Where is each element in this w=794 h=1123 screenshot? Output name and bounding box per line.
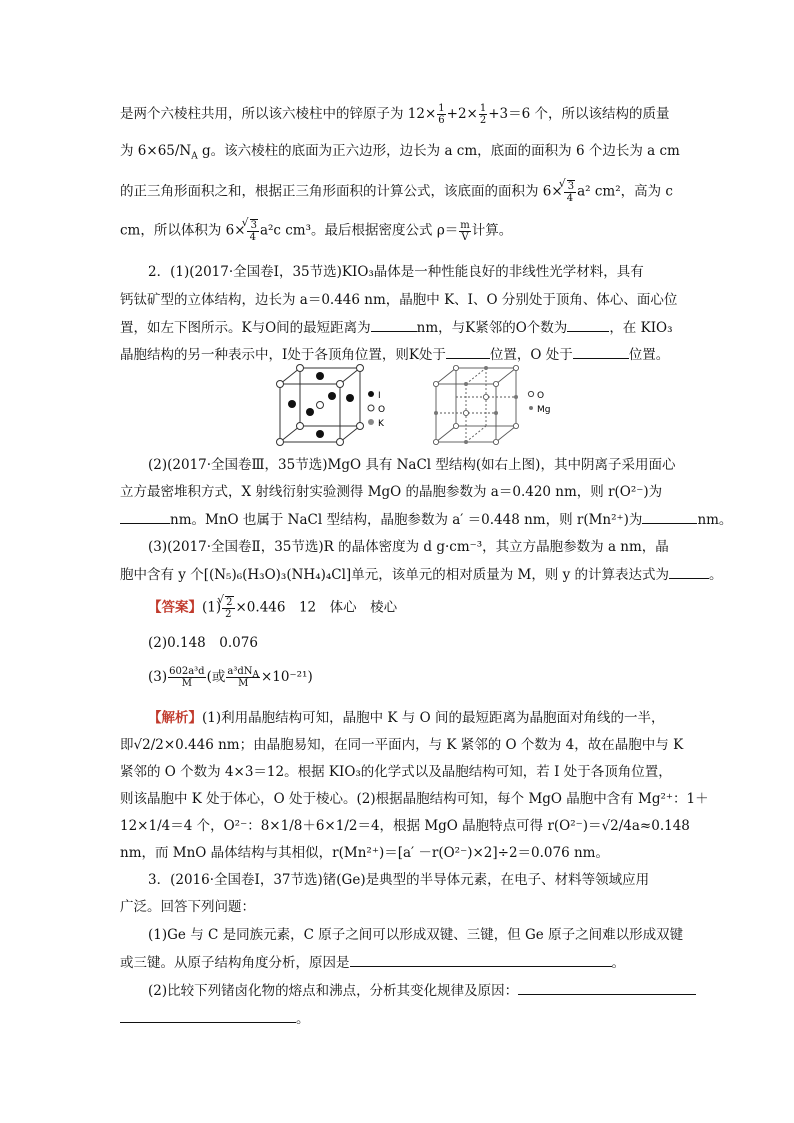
- q2-part3-line1: (3)(2017·全国卷Ⅱ，35节选)R 的晶体密度为 d g·cm⁻³，其立方晶胞参数为 a nm，晶: [148, 539, 669, 555]
- q3-line4: 或三键。从原子结构角度分析，原因是 。: [120, 952, 625, 973]
- q2-part3-line2: 胞中含有 y 个[(N₅)₆(H₃O)₃(NH₄)₄Cl]单元，该单元的相对质量为 M，则 y 的计算表达式为 。: [120, 564, 723, 585]
- text-line: 为 $6\times 65/N_A$ g。该六棱柱的底面为正六边形，边长为 a cm，底面的面积为 6 个边长为 a cm: [120, 143, 680, 162]
- q3-line6: 。: [120, 1008, 310, 1029]
- legend-label: K: [378, 419, 384, 429]
- analysis-line1: 【解析】(1)利用晶胞结构可知，晶胞中 K 与 O 间的最短距离为晶胞面对角线的一半，: [148, 710, 665, 726]
- q2-line2: 钙钛矿型的立体结构，边长为 a＝0.446 nm，晶胞中 K、I、O 分别处于顶角、体心、面心位: [120, 292, 678, 308]
- q2-line4: 晶胞结构的另一种表示中，I处于各顶角位置，则K处于 位置，O 处于 位置。: [120, 344, 669, 365]
- q3-line3: (1)Ge 与 C 是同族元素，C 原子之间可以形成双键、三键，但 Ge 原子之间难以形成双键: [148, 927, 684, 943]
- answer-blank[interactable]: [573, 344, 629, 359]
- text-line: 是两个六棱柱共用，所以该六棱柱中的锌原子为 12× $\frac{1}{6}$ +2× $\frac{1}{2}$ +3＝6 个，所以该结构的质量: [120, 103, 670, 126]
- q3-line2: 广泛。回答下列问题：: [120, 899, 255, 915]
- answer-blank[interactable]: [567, 317, 609, 332]
- answer-blank[interactable]: [518, 980, 696, 995]
- analysis-line2: 即√2/2×0.446 nm；由晶胞易知，在同一平面内，与 K 紧邻的 O 个数为 4，故在晶胞中与 K: [120, 737, 684, 753]
- answer-blank[interactable]: [371, 317, 417, 332]
- answer-line1: 【答案】(1) √ $\frac{2}{2}$ ×0.446 12 体心 棱心: [148, 596, 397, 620]
- q2-line3: 置，如左下图所示。K与O间的最短距离为 nm，与K紧邻的O个数为 ，在 KIO₃: [120, 317, 673, 338]
- answer-line3: (3) $\frac{\text{602a³d}}{M}$ (或 $\frac{a^3dN_A}{M}$ ×10⁻²¹): [148, 666, 313, 689]
- q2-line1: 2．(1)(2017·全国卷Ⅰ，35节选)KIO₃晶体是一种性能良好的非线性光学材料，具有: [148, 264, 644, 280]
- answer-blank[interactable]: [350, 952, 612, 967]
- answer-tag: 【答案】: [148, 599, 202, 616]
- answer-blank[interactable]: [669, 564, 709, 579]
- answer-line2: (2)0.148 0.076: [148, 635, 258, 651]
- answer-blank[interactable]: [120, 1008, 296, 1023]
- answer-blank[interactable]: [446, 344, 490, 359]
- q2-part2-line3: nm。MnO 也属于 NaCl 型结构，晶胞参数为 a′ ＝0.448 nm，则 r(Mn²⁺)为 nm。: [120, 509, 732, 530]
- answer-blank[interactable]: [642, 509, 697, 524]
- answer-blank[interactable]: [120, 509, 170, 524]
- kio3-unit-cell-figure: [270, 362, 400, 447]
- analysis-line6: nm，而 MnO 晶体结构与其相似，r(Mn²⁺)＝[a′ －r(O²⁻)×2]÷2＝0.076 nm。: [120, 845, 609, 861]
- analysis-line5: 12×1/4＝4 个，O²⁻：8×1/8＋6×1/2＝4，根据 MgO 晶胞特点可得 r(O²⁻)＝√2/4a≈0.148: [120, 818, 690, 834]
- legend-label: Mg: [537, 405, 551, 415]
- q2-part2-line1: (2)(2017·全国卷Ⅲ，35节选)MgO 具有 NaCl 型结构(如右上图)，其中阴离子采用面心: [148, 457, 676, 473]
- q3-line1: 3．(2016·全国卷Ⅰ，37节选)锗(Ge)是典型的半导体元素，在电子、材料等领域应用: [148, 872, 650, 888]
- legend-label: O: [378, 405, 386, 415]
- text-line: 的正三角形面积之和，根据正三角形面积的计算公式，该底面的面积为 6× √ $\frac{3}{4}$ a² cm²，高为 c: [120, 180, 673, 204]
- q2-part2-line2: 立方最密堆积方式，X 射线衍射实验测得 MgO 的晶胞参数为 a＝0.420 nm，则 r(O²⁻)为: [120, 484, 663, 500]
- analysis-tag: 【解析】: [148, 710, 202, 726]
- analysis-line3: 紧邻的 O 个数为 4×3＝12。根据 KIO₃的化学式以及晶胞结构可知，若 I 处于各顶角位置，: [120, 764, 672, 780]
- legend-label: I: [378, 391, 381, 401]
- analysis-line4: 则该晶胞中 K 处于体心，O 处于棱心。(2)根据晶胞结构可知，每个 MgO 晶胞中含有 Mg²⁺：1＋: [120, 791, 709, 807]
- text-line: cm，所以体积为 6× √ $\frac{3}{4}$ a²c cm³。最后根据密度公式 ρ＝ $\frac{m}{V}$ 计算。: [120, 219, 512, 243]
- mgo-unit-cell-figure: [430, 362, 560, 447]
- legend-label: O: [537, 391, 545, 401]
- q3-line5: (2)比较下列锗卤化物的熔点和沸点，分析其变化规律及原因：: [148, 980, 696, 1001]
